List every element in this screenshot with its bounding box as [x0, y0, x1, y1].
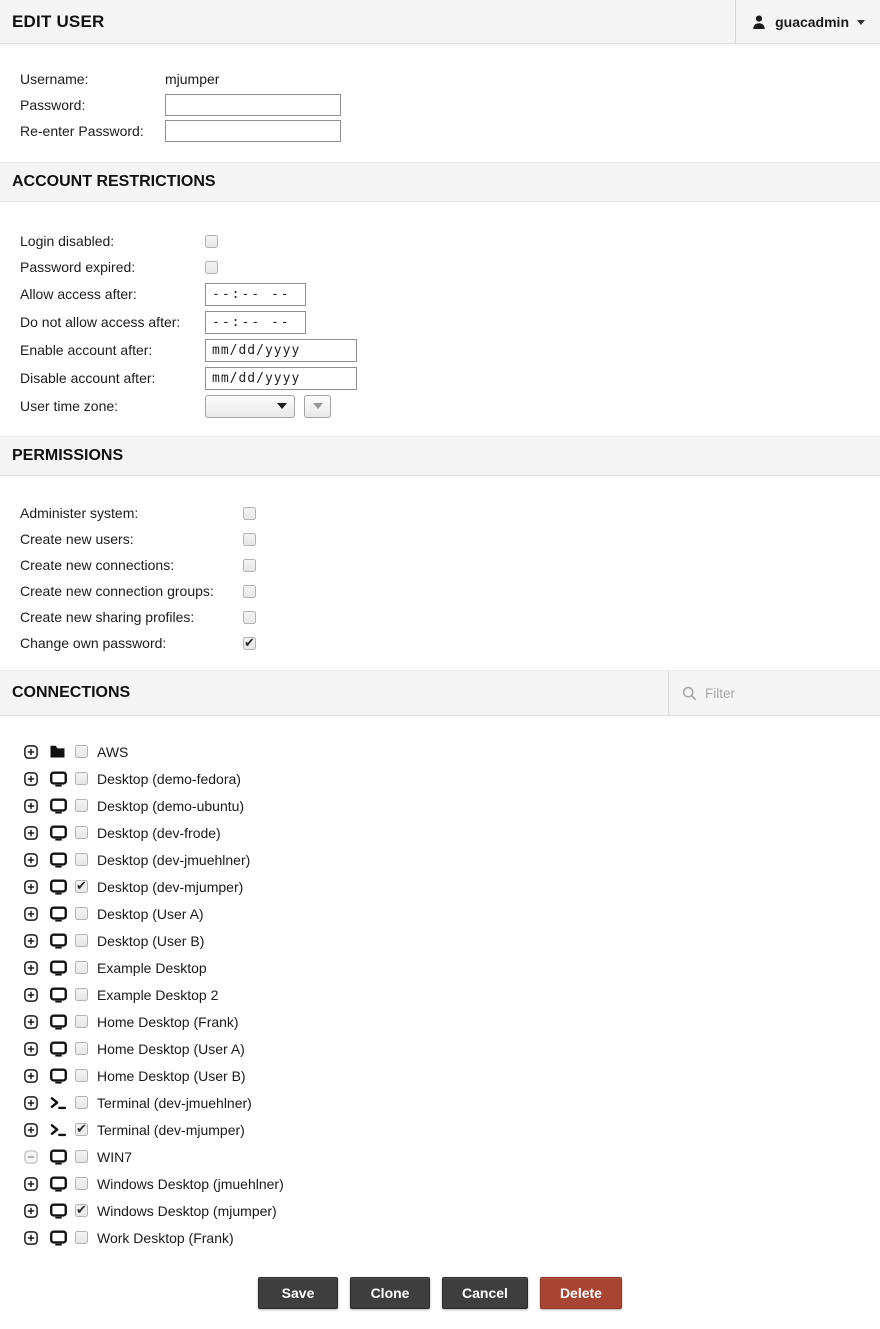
connection-label: Terminal (dev-mjumper): [97, 1121, 245, 1138]
terminal-icon: [50, 1123, 67, 1137]
permission-row: [20, 578, 880, 604]
clone-button[interactable]: Clone: [350, 1277, 430, 1309]
reenter-password-label: Re-enter Password:: [20, 123, 144, 139]
monitor-icon: [50, 825, 67, 841]
disable-account-after-field[interactable]: [205, 367, 357, 390]
connection-checkbox[interactable]: [75, 1015, 88, 1028]
reenter-password-row: [20, 118, 880, 144]
timezone-zone-select[interactable]: [304, 395, 331, 418]
reenter-password-field[interactable]: [165, 120, 341, 142]
deny-access-after-field[interactable]: [205, 311, 306, 334]
connection-row: [24, 1116, 880, 1143]
permission-label: Administer system:: [20, 505, 139, 521]
monitor-icon: [50, 960, 67, 976]
login-disabled-row: [20, 228, 880, 254]
user-menu-username: guacadmin: [775, 13, 849, 30]
connection-row: [24, 1197, 880, 1224]
connection-row: [24, 1008, 880, 1035]
edit-user-form: [0, 44, 880, 162]
monitor-icon: [50, 771, 67, 787]
connection-checkbox[interactable]: [75, 1069, 88, 1082]
monitor-icon: [50, 1041, 67, 1057]
connection-label: WIN7: [97, 1148, 132, 1165]
connection-label: Desktop (dev-mjumper): [97, 878, 244, 895]
connection-row: [24, 1035, 880, 1062]
monitor-icon: [50, 1149, 67, 1165]
expand-icon[interactable]: [24, 1096, 38, 1110]
login-disabled-checkbox[interactable]: [205, 235, 218, 248]
connection-label: Desktop (demo-ubuntu): [97, 797, 245, 814]
monitor-icon: [50, 933, 67, 949]
permission-label: Create new connection groups:: [20, 583, 214, 599]
connection-checkbox[interactable]: [75, 799, 88, 812]
expand-icon[interactable]: [24, 880, 38, 894]
connection-checkbox[interactable]: [75, 826, 88, 839]
permission-checkbox[interactable]: [243, 533, 256, 546]
connection-label: Desktop (dev-jmuehlner): [97, 851, 251, 868]
timezone-region-select[interactable]: [205, 395, 295, 418]
cancel-button[interactable]: Cancel: [442, 1277, 528, 1309]
disable-account-after-row: [20, 364, 880, 392]
monitor-icon: [50, 987, 67, 1003]
connection-checkbox[interactable]: [75, 961, 88, 974]
deny-access-after-row: [20, 308, 880, 336]
password-expired-label: Password expired:: [20, 259, 136, 275]
app-header: [0, 0, 880, 44]
connection-row: [24, 846, 880, 873]
collapse-icon[interactable]: [24, 1150, 38, 1164]
expand-icon[interactable]: [24, 907, 38, 921]
enable-account-after-row: [20, 336, 880, 364]
connection-label: Desktop (User B): [97, 932, 205, 949]
monitor-icon: [50, 1068, 67, 1084]
connection-checkbox[interactable]: [75, 853, 88, 866]
permission-checkbox[interactable]: [243, 585, 256, 598]
enable-account-after-label: Enable account after:: [20, 342, 153, 358]
connection-checkbox[interactable]: [75, 1150, 88, 1163]
search-icon: [682, 686, 697, 701]
connection-label: Desktop (User A): [97, 905, 204, 922]
monitor-icon: [50, 906, 67, 922]
connection-row: [24, 927, 880, 954]
account-restrictions-body: [0, 202, 880, 436]
enable-account-after-field[interactable]: [205, 339, 357, 362]
disable-account-after-label: Disable account after:: [20, 370, 156, 386]
password-expired-checkbox[interactable]: [205, 261, 218, 274]
connection-checkbox[interactable]: [75, 988, 88, 1001]
connection-row: [24, 954, 880, 981]
connections-title: CONNECTIONS: [12, 684, 131, 701]
monitor-icon: [50, 879, 67, 895]
connection-row: [24, 1143, 880, 1170]
login-disabled-label: Login disabled:: [20, 233, 115, 249]
password-field[interactable]: [165, 94, 341, 116]
deny-access-after-label: Do not allow access after:: [20, 314, 181, 330]
user-menu[interactable]: [735, 0, 880, 43]
permission-label: Create new users:: [20, 531, 134, 547]
permission-label: Change own password:: [20, 635, 167, 651]
monitor-icon: [50, 1203, 67, 1219]
connection-row: [24, 819, 880, 846]
connection-row: [24, 900, 880, 927]
monitor-icon: [50, 1230, 67, 1246]
user-time-zone-row: [20, 392, 880, 420]
connection-checkbox[interactable]: [75, 1177, 88, 1190]
allow-access-after-field[interactable]: [205, 283, 306, 306]
connection-row: [24, 738, 880, 765]
connection-label: Windows Desktop (jmuehlner): [97, 1175, 284, 1192]
expand-icon[interactable]: [24, 1231, 38, 1245]
allow-access-after-row: [20, 280, 880, 308]
connection-checkbox[interactable]: [75, 1204, 88, 1217]
monitor-icon: [50, 852, 67, 868]
expand-icon[interactable]: [24, 772, 38, 786]
user-time-zone-label: User time zone:: [20, 398, 119, 414]
permission-checkbox[interactable]: [243, 507, 256, 520]
filter-input[interactable]: [705, 686, 855, 701]
connection-row: [24, 1089, 880, 1116]
connection-row: [24, 1062, 880, 1089]
expand-icon[interactable]: [24, 1123, 38, 1137]
password-row: [20, 92, 880, 118]
connection-checkbox[interactable]: [75, 772, 88, 785]
permission-checkbox[interactable]: [243, 611, 256, 624]
connection-label: Terminal (dev-jmuehlner): [97, 1094, 252, 1111]
chevron-down-icon: [857, 20, 865, 25]
expand-icon[interactable]: [24, 961, 38, 975]
chevron-down-icon: [313, 403, 323, 409]
connection-label: Home Desktop (User A): [97, 1040, 245, 1057]
expand-icon[interactable]: [24, 1177, 38, 1191]
connection-row: [24, 1224, 880, 1251]
expand-icon[interactable]: [24, 988, 38, 1002]
expand-icon[interactable]: [24, 745, 38, 759]
delete-button[interactable]: Delete: [540, 1277, 622, 1309]
expand-icon[interactable]: [24, 826, 38, 840]
permissions-body: [0, 476, 880, 670]
connection-row: [24, 873, 880, 900]
connection-label: Example Desktop 2: [97, 986, 219, 1003]
connection-checkbox[interactable]: [75, 1042, 88, 1055]
connection-label: Desktop (demo-fedora): [97, 770, 241, 787]
connection-checkbox[interactable]: [75, 907, 88, 920]
permissions-header: [0, 436, 880, 476]
permission-label: Create new sharing profiles:: [20, 609, 195, 625]
connection-checkbox[interactable]: [75, 880, 88, 893]
expand-icon[interactable]: [24, 1069, 38, 1083]
page-title: EDIT USER: [12, 11, 105, 31]
connection-label: Windows Desktop (mjumper): [97, 1202, 277, 1219]
connection-row: [24, 765, 880, 792]
permission-checkbox[interactable]: [243, 559, 256, 572]
permissions-title: PERMISSIONS: [12, 447, 124, 464]
permission-row: [20, 552, 880, 578]
permission-row: [20, 630, 880, 656]
permission-label: Create new connections:: [20, 557, 175, 573]
connection-row: [24, 981, 880, 1008]
username-value: mjumper: [165, 71, 220, 87]
connection-label: AWS: [97, 743, 129, 760]
connection-checkbox[interactable]: [75, 1231, 88, 1244]
expand-icon[interactable]: [24, 1015, 38, 1029]
connection-row: [24, 1170, 880, 1197]
monitor-icon: [50, 1014, 67, 1030]
expand-icon[interactable]: [24, 934, 38, 948]
chevron-down-icon: [277, 403, 287, 409]
user-icon: [751, 14, 767, 30]
username-label: Username:: [20, 71, 89, 87]
terminal-icon: [50, 1096, 67, 1110]
username-row: [20, 66, 880, 92]
account-restrictions-header: [0, 162, 880, 202]
monitor-icon: [50, 1176, 67, 1192]
connection-checkbox[interactable]: [75, 934, 88, 947]
folder-icon: [50, 745, 67, 758]
connection-label: Work Desktop (Frank): [97, 1229, 234, 1246]
allow-access-after-label: Allow access after:: [20, 286, 137, 302]
connection-checkbox[interactable]: [75, 745, 88, 758]
action-buttons: [0, 1277, 880, 1329]
permission-checkbox[interactable]: [243, 637, 256, 650]
connection-row: [24, 792, 880, 819]
connections-header: [0, 670, 880, 716]
password-expired-row: [20, 254, 880, 280]
expand-icon[interactable]: [24, 853, 38, 867]
connection-label: Home Desktop (Frank): [97, 1013, 239, 1030]
account-restrictions-title: ACCOUNT RESTRICTIONS: [12, 173, 216, 190]
expand-icon[interactable]: [24, 1204, 38, 1218]
password-label: Password:: [20, 97, 86, 113]
permission-row: [20, 526, 880, 552]
connection-label: Example Desktop: [97, 959, 207, 976]
connection-label: Desktop (dev-frode): [97, 824, 221, 841]
connection-checkbox[interactable]: [75, 1096, 88, 1109]
expand-icon[interactable]: [24, 799, 38, 813]
monitor-icon: [50, 798, 67, 814]
permission-row: [20, 604, 880, 630]
connection-label: Home Desktop (User B): [97, 1067, 246, 1084]
save-button[interactable]: Save: [258, 1277, 338, 1309]
permission-row: [20, 500, 880, 526]
connections-tree: [0, 716, 880, 1257]
expand-icon[interactable]: [24, 1042, 38, 1056]
connections-filter: [668, 671, 880, 715]
connection-checkbox[interactable]: [75, 1123, 88, 1136]
